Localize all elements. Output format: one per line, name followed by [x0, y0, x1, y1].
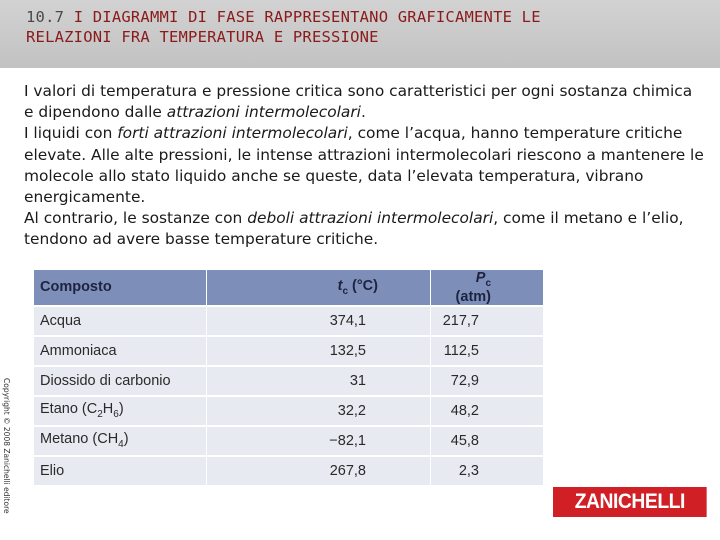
paragraph-1: I valori di temperatura e pressione critica sono caratteristici per ogni sostanza chimica e dipendono dalle attrazioni intermolecolari. [24, 82, 693, 122]
table-header-row [34, 270, 544, 306]
zanichelli-logo: ZANICHELLI [553, 487, 707, 517]
table-row: Diossido di carbonio 31 72,9 [34, 366, 544, 396]
header-critical-temperature: $t_c$ (°C) [207, 270, 431, 306]
table-row: Elio 267,8 2,3 [34, 456, 544, 485]
title-line-1: I DIAGRAMMI DI FASE RAPPRESENTANO GRAFICAMENTE LE [73, 8, 541, 26]
slide-header [0, 0, 720, 68]
section-number: 10.7 [26, 8, 65, 26]
title-line-2: RELAZIONI FRA TEMPERATURA E PRESSIONE [26, 28, 379, 46]
critical-values-table [34, 270, 544, 485]
header-critical-pressure: $P_c$ (atm) [431, 270, 544, 306]
table-row: Etano $(C_2H_6)$ 32,2 48,2 [34, 396, 544, 426]
header-compound: Composto [34, 270, 207, 306]
body-text [24, 81, 704, 251]
paragraph-2: I liquidi con forti attrazioni intermolecolari, come l’acqua, hanno temperature critiche elevate. Alle alte pressioni, le intense attrazioni intermolecolari riescono a mantenere le molecole allo stato liquido anche se queste, data l’elevata temperatura, vibrano energicamente. [24, 124, 704, 207]
slide-title [26, 7, 720, 47]
paragraph-3: Al contrario, le sostanze con deboli attrazioni intermolecolari, come il metano e l’elio, tendono ad avere basse temperature critiche. [24, 209, 684, 249]
table-row: Metano $(CH_4)$ −82,1 45,8 [34, 426, 544, 456]
table-row: Ammoniaca 132,5 112,5 [34, 336, 544, 366]
copyright-notice: Copyright © 2008 Zanichelli editore [2, 378, 11, 514]
table-row: Acqua 374,1 217,7 [34, 306, 544, 336]
